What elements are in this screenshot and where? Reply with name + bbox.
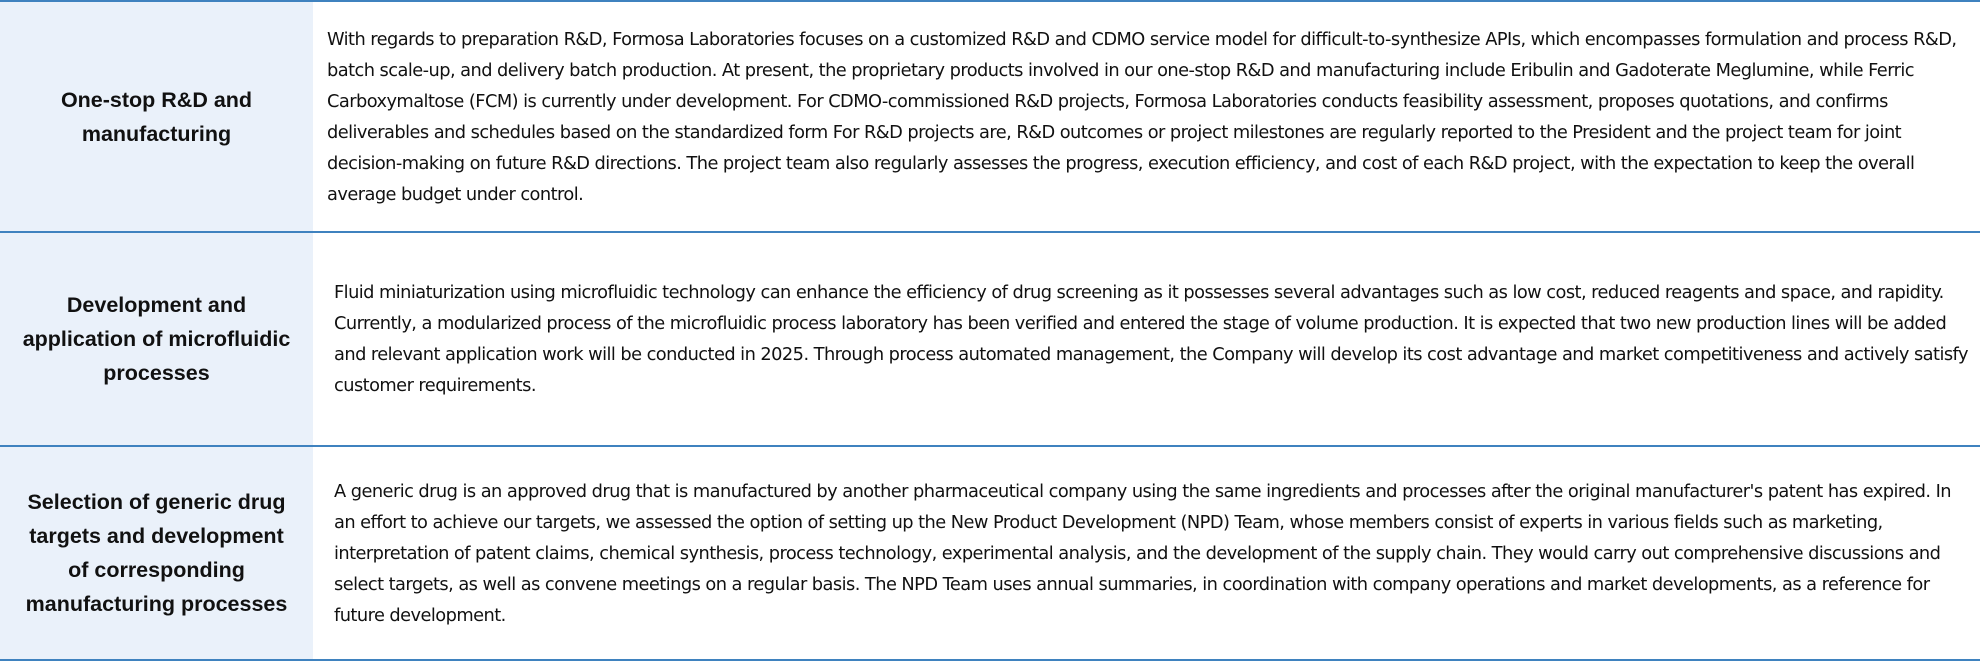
topic-label-line: targets and development bbox=[29, 524, 284, 548]
topic-description-cell bbox=[313, 233, 1980, 445]
topic-label-line: One-stop R&D and bbox=[60, 87, 253, 112]
topic-label-line: manufacturing processes bbox=[25, 592, 288, 616]
topic-label bbox=[61, 83, 252, 151]
topic-label bbox=[23, 288, 291, 390]
topic-description-cell bbox=[313, 447, 1980, 659]
description-paragraph: Fluid miniaturization using microfluidic technology can enhance the efficiency of drug screening as it possesses several advantages such as low cost, reduced reagents and space, and rapidity. bbox=[334, 282, 1944, 303]
description-paragraph: Currently, a modularized process of the microfluidic process laboratory has been verified and entered the stage of volume production. It is expected that two new production lines will be added and relevant application work will be conducted in 2025. Through process automated management, the Company will develop its cost advantage and market competitiveness and actively satisfy customer requirements. bbox=[334, 313, 1968, 396]
topic-label-cell bbox=[0, 2, 313, 231]
topic-description bbox=[334, 277, 1970, 401]
topic-description-cell bbox=[313, 2, 1980, 231]
topic-label-cell bbox=[0, 233, 313, 445]
topic-label-line: of corresponding bbox=[68, 558, 245, 582]
topic-label bbox=[26, 485, 288, 621]
table-row bbox=[0, 233, 1980, 447]
topic-description bbox=[334, 476, 1970, 631]
table-row bbox=[0, 2, 1980, 233]
description-paragraph: With regards to preparation R&D, Formosa Laboratories focuses on a customized R&D and CDMO service model for difficult-to-synthesize APIs, which encompasses formulation and process R&D, batch scale-up, and delivery batch production. At present, the proprietary products involved in our one-stop R&D and manufacturing include Eribulin and Gadoterate Meglumine, while Ferric Carboxymaltose (FCM) is currently under development. For CDMO-commissioned R&D projects, Formosa Laboratories conducts feasibility assessment, proposes quotations, and confirms deliverables and schedules based on the standardized form For R&D projects are, R&D outcomes or project milestones are regularly reported to the President and the project team for joint decision-making on future R&D directions. The project team also regularly assesses the progress, execution efficiency, and cost of each R&D project, with the expectation to keep the overall average budget under control. bbox=[327, 28, 1957, 205]
topic-label-line: manufacturing bbox=[81, 121, 232, 146]
description-paragraph: A generic drug is an approved drug that is manufactured by another pharmaceutical company using the same ingredients and processes after the original manufacturer's patent has expired. In an effort to achieve our targets, we assessed the option of setting up the New Product Development (NPD) Team, whose members consist of experts in various fields such as marketing, interpretation of patent claims, chemical synthesis, process technology, experimental analysis, and the development of the supply chain. They would carry out comprehensive discussions and select targets, as well as convene meetings on a regular basis. The NPD Team uses annual summaries, in coordination with company operations and market developments, as a reference for future development. bbox=[334, 480, 1952, 626]
topic-label-line: processes bbox=[103, 361, 210, 385]
topic-label-line: Development and bbox=[66, 293, 247, 317]
table-row bbox=[0, 447, 1980, 661]
topic-label-line: Selection of generic drug bbox=[27, 490, 286, 514]
topic-label-line: application of microfluidic bbox=[22, 327, 291, 351]
topic-description bbox=[327, 24, 1970, 210]
topic-label-cell bbox=[0, 447, 313, 659]
